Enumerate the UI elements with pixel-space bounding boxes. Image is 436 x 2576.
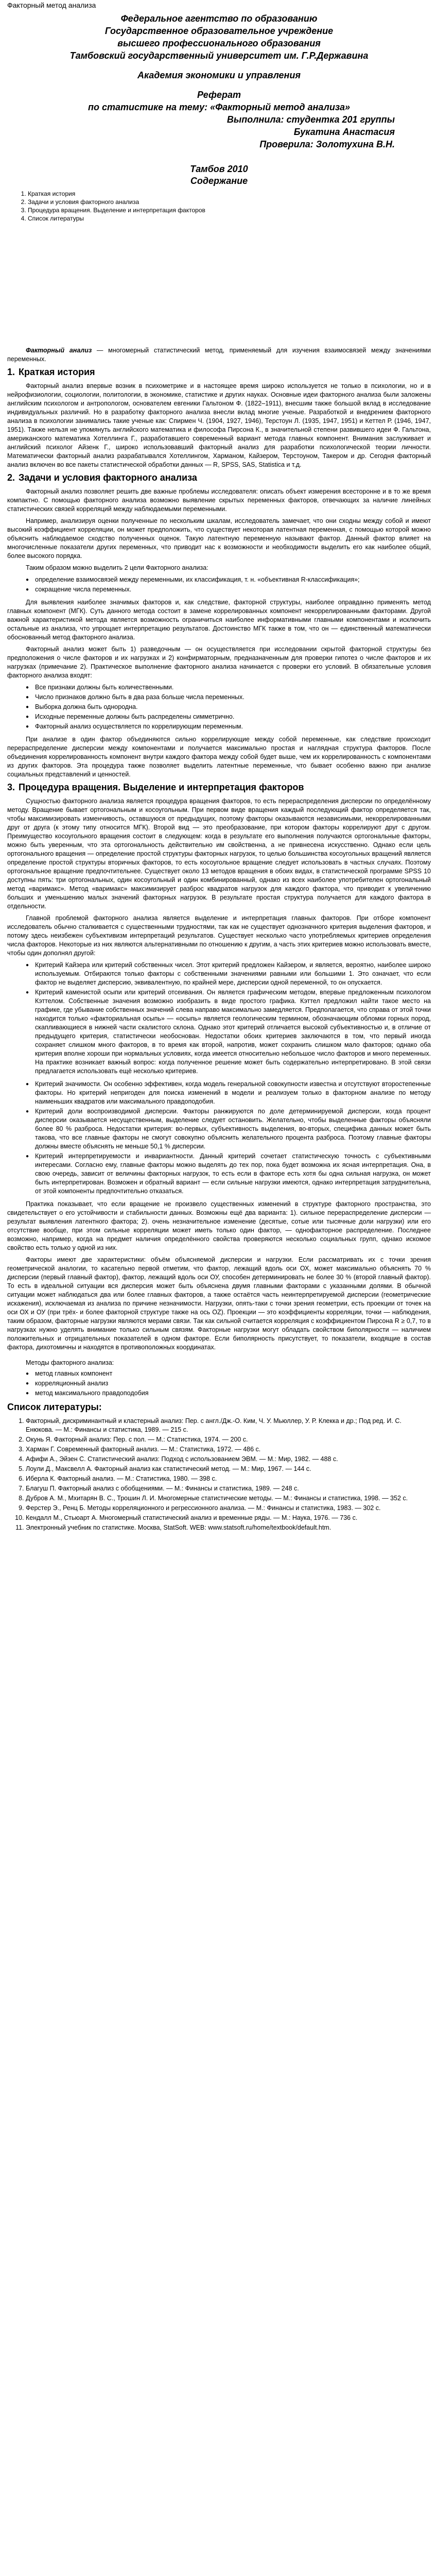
list-item: 5. Лоули Д., Максвелл А. Факторный анализ как статистический метод. — М.: Мир, 1967. — 144 с. [26, 1465, 431, 1473]
list-item: ● метод главных компонент [26, 1369, 431, 1378]
list-item: ● корреляционный анализ [26, 1379, 431, 1388]
intro-text: — многомерный статистический метод, применяемый для изучения взаимосвязей между значениями переменных. [7, 347, 431, 363]
methods-list [26, 1369, 431, 1398]
year-line: Тамбов 2010 [190, 164, 248, 174]
toc-item[interactable]: 4. Список литературы [28, 214, 431, 223]
list-item: 7. Благуш П. Факторный анализ с обобщениями. — М.: Финансы и статистика, 1989. — 248 с. [26, 1484, 431, 1493]
list-item: ● Факторный анализ осуществляется по коррелирующим переменным. [26, 722, 431, 731]
title-line-agency: Федеральное агентство по образованию [120, 13, 318, 24]
list-item: 8. Дубров А. М., Мхитарян В. С., Трошин Л. И. Многомерные статистические методы. — М.: Финансы и статистика, 1998. — 352 с. [26, 1494, 431, 1503]
section-title: Задачи и условия факторного анализа [19, 472, 197, 483]
paragraph: Для выявления наиболее значимых факторов и, как следствие, факторной структуры, наиболее оправданно применять метод главных компонент (МГК). Суть данного метода состоит в замене коррелированных компонент некоррелированными факторами. Другой важной характеристикой метода является возможность ограничиться наиболее информативными главными компонентами и исключить остальные из анализа, что упрощает интерпретацию результатов. Достоинство МГК также в том, что он — единственный математически обоснованный метод факторного анализа. [7, 599, 431, 641]
list-item: ● Критерий интерпретируемости и инвариантности. Данный критерий сочетает статистическую точность с субъективными интересами. Согласно ему, главные факторы можно выделять до тех пор, пока будет возможна их ясная интерпретация. Она, в свою очередь, зависит от величины факторных нагрузок, то есть если в факторе есть хотя бы одна сильная нагрузка, он может быть интерпретирован. Возможен и обратный вариант — если сильные нагрузки имеются, однако интерпретация затруднительна, от этой компоненты предпочтительно отказаться. [26, 1152, 431, 1196]
title-line-institution: Государственное образовательное учреждение [104, 26, 334, 36]
intro-term: Факторный анализ [26, 347, 92, 354]
title-line-education: высшего профессионального образования [117, 38, 321, 48]
list-item: ● Число признаков должно быть в два раза больше числа переменных. [26, 693, 431, 702]
title-line-reviewer: Проверила: Золотухина В.Н. [259, 139, 395, 149]
section-number: 1. [7, 367, 15, 377]
paragraph: Например, анализируя оценки полученные по нескольким шкалам, исследователь замечает, что они сходны между собой и имеют высокий коэффициент корреляции, он может предположить, что существует некоторая латентная переменная, с помощью которой можно объяснить наблюдаемое сходство полученных оценок. Такую латентную переменную называют фактор. Данный фактор влияет на многочисленные показатели других переменных, что приводит нас к возможности и необходимости выделить его как наиболее общий, более высокого порядка. [7, 517, 431, 560]
title-page-block [7, 12, 431, 150]
list-item: ● определение взаимосвязей между переменными, их классификация, т. н. «объективная R-классификация»; [26, 575, 431, 584]
list-item: 1. Факторный, дискриминантный и кластерный анализ: Пер. с англ./Дж.-О. Ким, Ч. У. Мьюллер, У. Р. Клекка и др.; Под ред. И. С. Енюкова. — М.: Финансы и статистика, 1989. — 215 с. [26, 1417, 431, 1434]
list-item: 2. Окунь Я. Факторный анализ: Пер. с пол. — М.: Статистика, 1974. — 200 с. [26, 1435, 431, 1444]
list-item: ● Критерий каменистой осыпи или критерий отсеивания. Он является графическим методом, впервые предложенным психологом Кэттелом. Собственные значения возможно изобразить в виде простого графика. Кэттел предложил найти такое место на графике, где убывание собственных значений слева направо максимально замедляется. Предполагается, что справа от этой точки находится только «факториальная осыпь» — «осыпь» является геологическим термином, обозначающим обломки горных пород, скапливающиеся в нижней части скалистого склона. Однако этот критерий отличается высокой субъективностью и, в отличие от предыдущего критерия, статистически необоснован. Недостатки обоих критериев заключаются в том, что первый иногда сохраняет слишком много факторов, в то время как второй, напротив, может сохранить слишком мало факторов; однако оба критерия вполне хороши при нормальных условиях, когда имеется относительно небольшое число факторов и много переменных. На практике возникает важный вопрос: когда полученное решение может быть содержательно интерпретировано. В этой связи предлагается использовать ещё несколько критериев. [26, 988, 431, 1076]
toc-item[interactable]: 2. Задачи и условия факторного анализа [28, 198, 431, 206]
list-item: ● Выборка должна быть однородна. [26, 703, 431, 711]
criteria-list-extra [26, 1080, 431, 1196]
paragraph: Факторы имеют две характеристики: объём объясняемой дисперсии и нагрузки. Если рассматривать их с точки зрения геометрической аналогии, то касательно первой отметим, что фактор, лежащий вдоль оси ОХ, может максимально объяснять 70 % дисперсии (первый главный фактор), фактор, лежащий вдоль оси ОУ, способен детерминировать не более 30 % (второй главный фактор). То есть в идеальной ситуации вся дисперсия может быть объяснена двумя главными факторами с указанными долями. В обычной ситуации может наблюдаться два или более главных факторов, а также остаётся часть неинтерпретируемой дисперсии (геометрические искажения), исключаемая из анализа по причине незначимости. Нагрузки, опять-таки с точки зрения геометрии, есть проекции от точек на оси ОХ и ОУ (при трёх- и более факторной структуре также на ось ОZ). Проекции — это коэффициенты корреляции, точки — наблюдения, таким образом, факторные нагрузки являются мерами связи. Так как сильной считается корреляция с коэффициентом Пирсона R ≥ 0,7, то в нагрузках нужно уделять внимание только сильным связям. Факторные нагрузки могут обладать свойством биполярности — наличием положительных и отрицательных показателей в одном факторе. Если биполярность присутствует, то показатели, входящие в состав фактора, дихотомичны и находятся в противоположных координатах. [7, 1256, 431, 1351]
section-number: 2. [7, 472, 15, 483]
document-title: Факторный метод анализа [7, 1, 96, 9]
list-item: 4. Афифи А., Эйзен С. Статистический анализ: Подход с использованием ЭВМ. — М.: Мир, 1982. — 488 с. [26, 1455, 431, 1464]
conditions-list [26, 683, 431, 731]
list-item: ● Критерий Кайзера или критерий собственных чисел. Этот критерий предложен Кайзером, и является, вероятно, наиболее широко используемым. Отбираются только факторы с собственными значениями равными или большими 1. Это означает, что если фактор не выделяет дисперсию, эквивалентную, по крайней мере, дисперсии одной переменной, то он опускается. [26, 961, 431, 987]
section-heading-rotation [7, 782, 431, 793]
title-line-topic: по статистике на тему: «Факторный метод анализа» [88, 102, 351, 112]
paragraph: Практика показывает, что если вращение не произвело существенных изменений в структуре факторного пространства, это свидетельствует о его устойчивости и стабильности данных. Возможны ещё два варианта: 1). сильное перераспределение дисперсии — результат выявления латентного фактора; 2). очень незначительное изменение (десятые, сотые или тысячные доли нагрузки) или его отсутствие вообще, при этом сильные корреляции может иметь только один фактор, — однофакторное распределение. Последнее возможно, например, когда на предмет наличия определённого свойства проверяются несколько социальных групп, однако искомое свойство есть только у одной из них. [7, 1200, 431, 1251]
toc-item[interactable]: 3. Процедура вращения. Выделение и интерпретация факторов [28, 206, 431, 214]
toc-heading: Содержание [190, 176, 248, 186]
table-of-contents [28, 190, 431, 223]
title-line-university: Тамбовский государственный университет им. Г.Р.Державина [69, 50, 369, 61]
intro-paragraph [7, 346, 431, 364]
criteria-list [26, 961, 431, 1076]
section-heading-literature [7, 1402, 431, 1413]
list-item: 3. Харман Г. Современный факторный анализ. — М.: Статистика, 1972. — 486 с. [26, 1445, 431, 1454]
title-line-academy: Академия экономики и управления [137, 70, 301, 80]
literature-list [26, 1417, 431, 1532]
list-item: 10. Кендалл М., Стьюарт А. Многомерный статистический анализ и временные ряды. — М.: Наука, 1976. — 736 с. [26, 1514, 431, 1522]
title-line-author: Выполнила: студентка 201 группы [226, 114, 395, 125]
section-number: 3. [7, 782, 15, 792]
list-item: ● Критерий значимости. Он особенно эффективен, когда модель генеральной совокупности известна и отсутствуют второстепенные факторы. Но критерий непригоден для поиска изменений в модели и реализуем только в факторном анализе по методу наименьших квадратов или максимального правдоподобия. [26, 1080, 431, 1106]
section-title: Список литературы: [7, 1402, 102, 1412]
paragraph: Факторный анализ может быть 1) разведочным — он осуществляется при исследовании скрытой факторной структуры без предположения о числе факторов и их нагрузках и 2) конфирматорным, предназначенным для проверки гипотез о числе факторов и их нагрузках (примечание 2). Практическое выполнение факторного анализа начинается с проверки его условий. В обязательные условия факторного анализа входят: [7, 646, 431, 679]
paragraph: При анализе в один фактор объединяются сильно коррелирующие между собой переменные, как следствие происходит перераспределение дисперсии между компонентами и получается максимально простая и наглядная структура факторов. После объединения коррелированность компонент внутри каждого фактора между собой будет выше, чем их коррелированность с компонентами из других факторов. Эта процедура также позволяет выделить латентные переменные, что бывает особенно важно при анализе социальных представлений и ценностей. [7, 736, 431, 778]
list-item: ● Все признаки должны быть количественными. [26, 683, 431, 692]
list-item: ● Критерий доли воспроизводимой дисперсии. Факторы ранжируются по доле детерминируемой дисперсии, когда процент дисперсии оказывается несущественным, выделение следует остановить. Желательно, чтобы выделенные факторы объясняли более 80 % разброса. Недостатки критерия: во-первых, субъективность выделения, во-вторых, специфика данных может быть такова, что все главные факторы не смогут совокупно объяснить желательного процента разброса. Поэтому главные факторы должны вместе объяснять не меньше 50,1 % дисперсии. [26, 1107, 431, 1151]
section-title: Краткая история [19, 367, 95, 377]
paragraph: Таким образом можно выделить 2 цели Факторного анализа: [26, 564, 208, 571]
title-line-author-name: Букатина Анастасия [293, 127, 395, 137]
section-heading-history [7, 367, 431, 378]
toc-item[interactable]: 1. Краткая история [28, 190, 431, 198]
section-heading-tasks [7, 472, 431, 483]
paragraph: Главной проблемой факторного анализа является выделение и интерпретация главных факторов. При отборе компонент исследователь обычно сталкивается с существенными трудностями, так как не существует однозначного критерия выделения факторов, и потому здесь неизбежен субъективизм интерпретаций результатов. Существует несколько часто употребляемых критериев определения числа факторов. Некоторые из них являются альтернативными по отношению к другим, а часть этих критериев можно использовать вместе, чтобы один дополнял другой: [7, 914, 431, 957]
paragraph: Факторный анализ впервые возник в психометрике и в настоящее время широко используется не только в психологии, но и в нейрофизиологии, социологии, политологии, в экономике, статистике и других науках. Основные идеи факторного анализа были заложены английским психологом и антропологом, основателем евгеники Гальтоном Ф. (1822–1911), внесшим также большой вклад в исследование индивидуальных различий. Но в разработку факторного анализа внесли вклад многие ученые. Разработкой и внедрением факторного анализа в психологии занимались такие ученые как: Спирмен Ч. (1904, 1927, 1946), Терстоун Л. (1935, 1947, 1951) и Кеттел Р. (1946, 1947, 1951). Также нельзя не упомянуть английского математика и философа Пирсона К., в значительной степени развившего идеи Ф. Гальтона, американского математика Хотеллинга Г., разработавшего современный вариант метода главных компонент. Внимания заслуживает и английский психолог Айзенк Г., широко использовавший факторный анализ для разработки психологической теории личности. Математически факторный анализ разрабатывался Хотеллингом, Харманом, Кайзером, Терстоуном, Такером и др. Сегодня факторный анализ включен во все пакеты статистической обработки данных — R, SPSS, SAS, Statistica и т.д. [7, 382, 431, 468]
list-item: 6. Иберла К. Факторный анализ. — М.: Статистика, 1980. — 398 с. [26, 1475, 431, 1483]
list-item: ● метод максимального правдоподобия [26, 1389, 431, 1398]
section-title: Процедура вращения. Выделение и интерпретация факторов [19, 782, 304, 792]
list-item: ● сокращение числа переменных. [26, 585, 431, 594]
title-line-report: Реферат [197, 90, 241, 100]
list-item: 11. Электронный учебник по статистике. Москва, StatSoft. WEB: www.statsoft.ru/home/textbook/default.htm. [26, 1523, 431, 1532]
goals-list [26, 575, 431, 594]
paragraph: Сущностью факторного анализа является процедура вращения факторов, то есть перераспределения дисперсии по определённому методу. Вращение бывает ортогональным и косоугольным. При первом виде вращения каждый последующий фактор определяется так, чтобы максимизировать изменчивость, оставшуюся от предыдущих, поэтому факторы оказываются независимыми, некоррелированными друг от друга (к этому типу относится МГК). Второй вид — это преобразование, при котором факторы коррелируют друг с другом. Преимущество косоугольного вращения состоит в следующем: когда в результате его выполнения получаются ортогональные факторы, можно быть уверенным, что эта ортогональность действительно им свойственна, а не привнесена искусственно. Однако если цель ортогонального вращения — определение простой структуры факторных нагрузок, то целью большинства косоугольных вращений является определение простой структуры вторичных факторов, то есть косоугольное вращение следует использовать в частных случаях. Поэтому ортогональное вращение предпочтительнее. Существует около 13 методов вращения в обоих видах, в статистической программе SPSS 10 доступны пять: три ортогональных, один косоугольный и один комбинированный, однако из всех наиболее употребителен ортогональный метод «варимакс». Метод «варимакс» максимизирует разброс квадратов нагрузок для каждого фактора, что приводит к увеличению больших и уменьшению малых значений факторных нагрузок. В результате простая структура получается для каждого фактора в отдельности. [7, 798, 431, 910]
list-item: 9. Ферстер Э., Ренц Б. Методы корреляционного и регрессионного анализа. — М.: Финансы и статистика, 1983. — 302 с. [26, 1504, 431, 1513]
paragraph: Факторный анализ позволяет решить две важные проблемы исследователя: описать объект измерения всесторонне и в то же время компактно. С помощью факторного анализа возможно выявление скрытых переменных факторов, отвечающих за наличие линейных статистических связей корреляций между наблюдаемыми переменными. [7, 488, 431, 513]
list-item: ● Исходные переменные должны быть распределены симметрично. [26, 713, 431, 721]
methods-heading: Методы факторного анализа: [26, 1359, 114, 1366]
